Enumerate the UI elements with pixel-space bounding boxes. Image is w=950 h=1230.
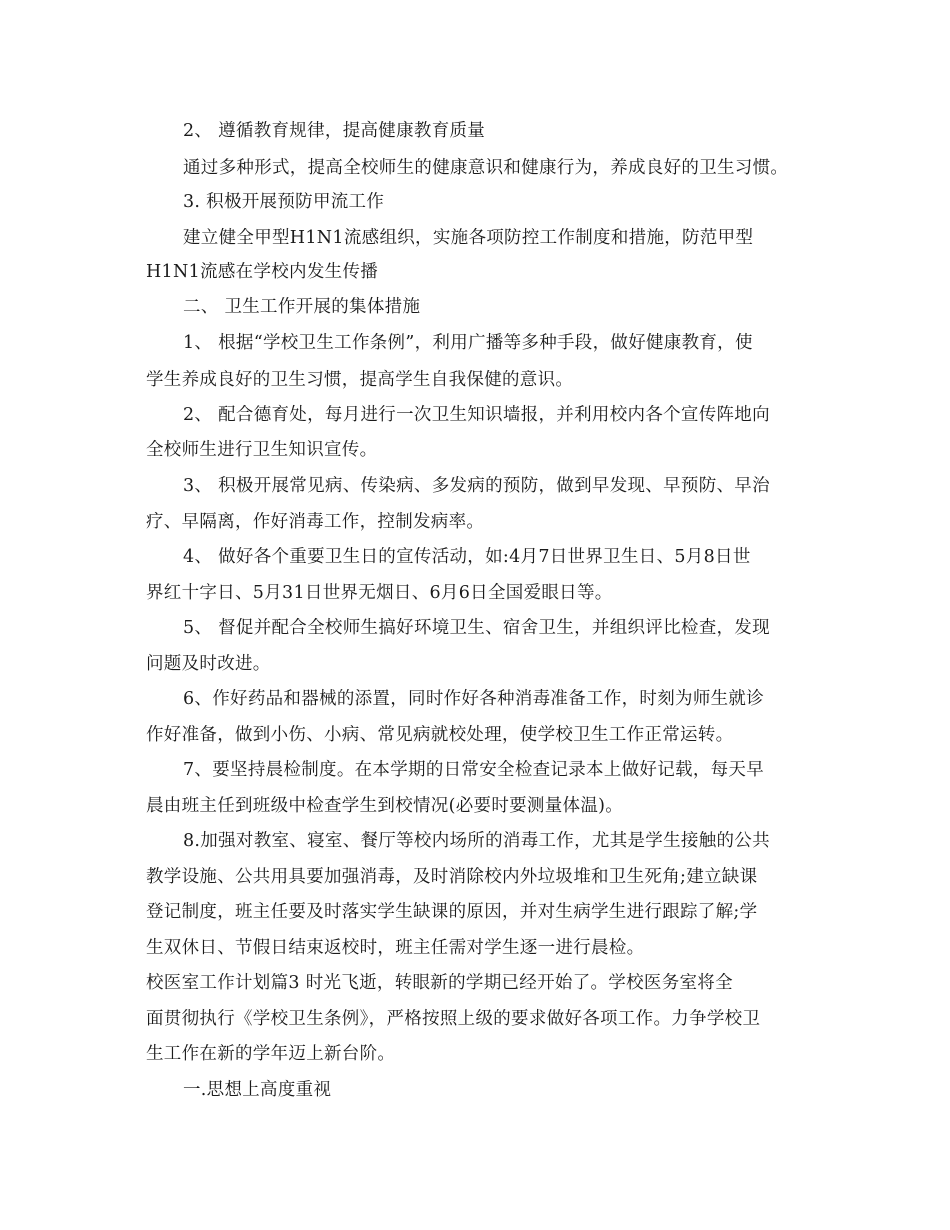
text-line: 晨由班主任到班级中检查学生到校情况(必要时要测量体温)。: [146, 796, 624, 816]
text-line: 3. 积极开展预防甲流工作: [183, 192, 385, 212]
text-line: 学生养成良好的卫生习惯，提高学生自我保健的意识。: [146, 370, 574, 390]
text-line: 问题及时改进。: [146, 654, 271, 674]
text-line: 5、 督促并配合全校师生搞好环境卫生、宿舍卫生，并组织评比检查，发现: [183, 618, 770, 638]
text-line: H1N1流感在学校内发生传播: [146, 262, 379, 282]
text-line: 教学设施、公共用具要加强消毒，及时消除校内外垃圾堆和卫生死角;建立缺课: [146, 867, 758, 887]
text-line: 3、 积极开展常见病、传染病、多发病的预防，做到早发现、早预防、早治: [183, 476, 770, 496]
text-line: 建立健全甲型H1N1流感组织，实施各项防控工作制度和措施，防范甲型: [183, 228, 754, 248]
text-line: 8.加强对教室、寝室、餐厅等校内场所的消毒工作，尤其是学生接触的公共: [183, 831, 770, 851]
text-line: 生双休日、节假日结束返校时，班主任需对学生逐一进行晨检。: [146, 938, 645, 958]
text-line: 疗、早隔离，作好消毒工作，控制发病率。: [146, 512, 485, 532]
text-line: 生工作在新的学年迈上新台阶。: [146, 1044, 396, 1064]
subsection-heading: 一.思想上高度重视: [183, 1080, 332, 1100]
section-heading: 二、 卫生工作开展的集体措施: [183, 297, 421, 317]
text-line: 1、 根据“学校卫生工作条例”，利用广播等多种手段，做好健康教育，使: [183, 333, 753, 353]
text-line: 登记制度，班主任要及时落实学生缺课的原因，并对生病学生进行跟踪了解;学: [146, 902, 758, 922]
text-line: 2、 配合德育处，每月进行一次卫生知识墙报，并利用校内各个宣传阵地向: [183, 405, 770, 425]
text-line: 全校师生进行卫生知识宣传。: [146, 440, 378, 460]
text-line: 通过多种形式，提高全校师生的健康意识和健康行为，养成良好的卫生习惯。: [183, 158, 789, 178]
text-line: 4、 做好各个重要卫生日的宣传活动，如:4月7日世界卫生日、5月8日世: [183, 547, 751, 567]
text-line: 7、要坚持晨检制度。在本学期的日常安全检查记录本上做好记载，每天早: [183, 760, 765, 780]
text-line: 2、 遵循教育规律，提高健康教育质量: [183, 121, 486, 141]
text-line: 作好准备，做到小伤、小病、常见病就校处理，使学校卫生工作正常运转。: [146, 725, 734, 745]
section-title-line: 校医室工作计划篇3 时光飞逝，转眼新的学期已经开始了。学校医务室将全: [146, 973, 733, 993]
text-line: 面贯彻执行《学校卫生条例》，严格按照上级的要求做好各项工作。力争学校卫: [146, 1009, 761, 1029]
text-line: 6、作好药品和器械的添置，同时作好各种消毒准备工作，时刻为师生就诊: [183, 689, 765, 709]
text-line: 界红十字日、5月31日世界无烟日、6月6日全国爱眼日等。: [146, 583, 613, 603]
